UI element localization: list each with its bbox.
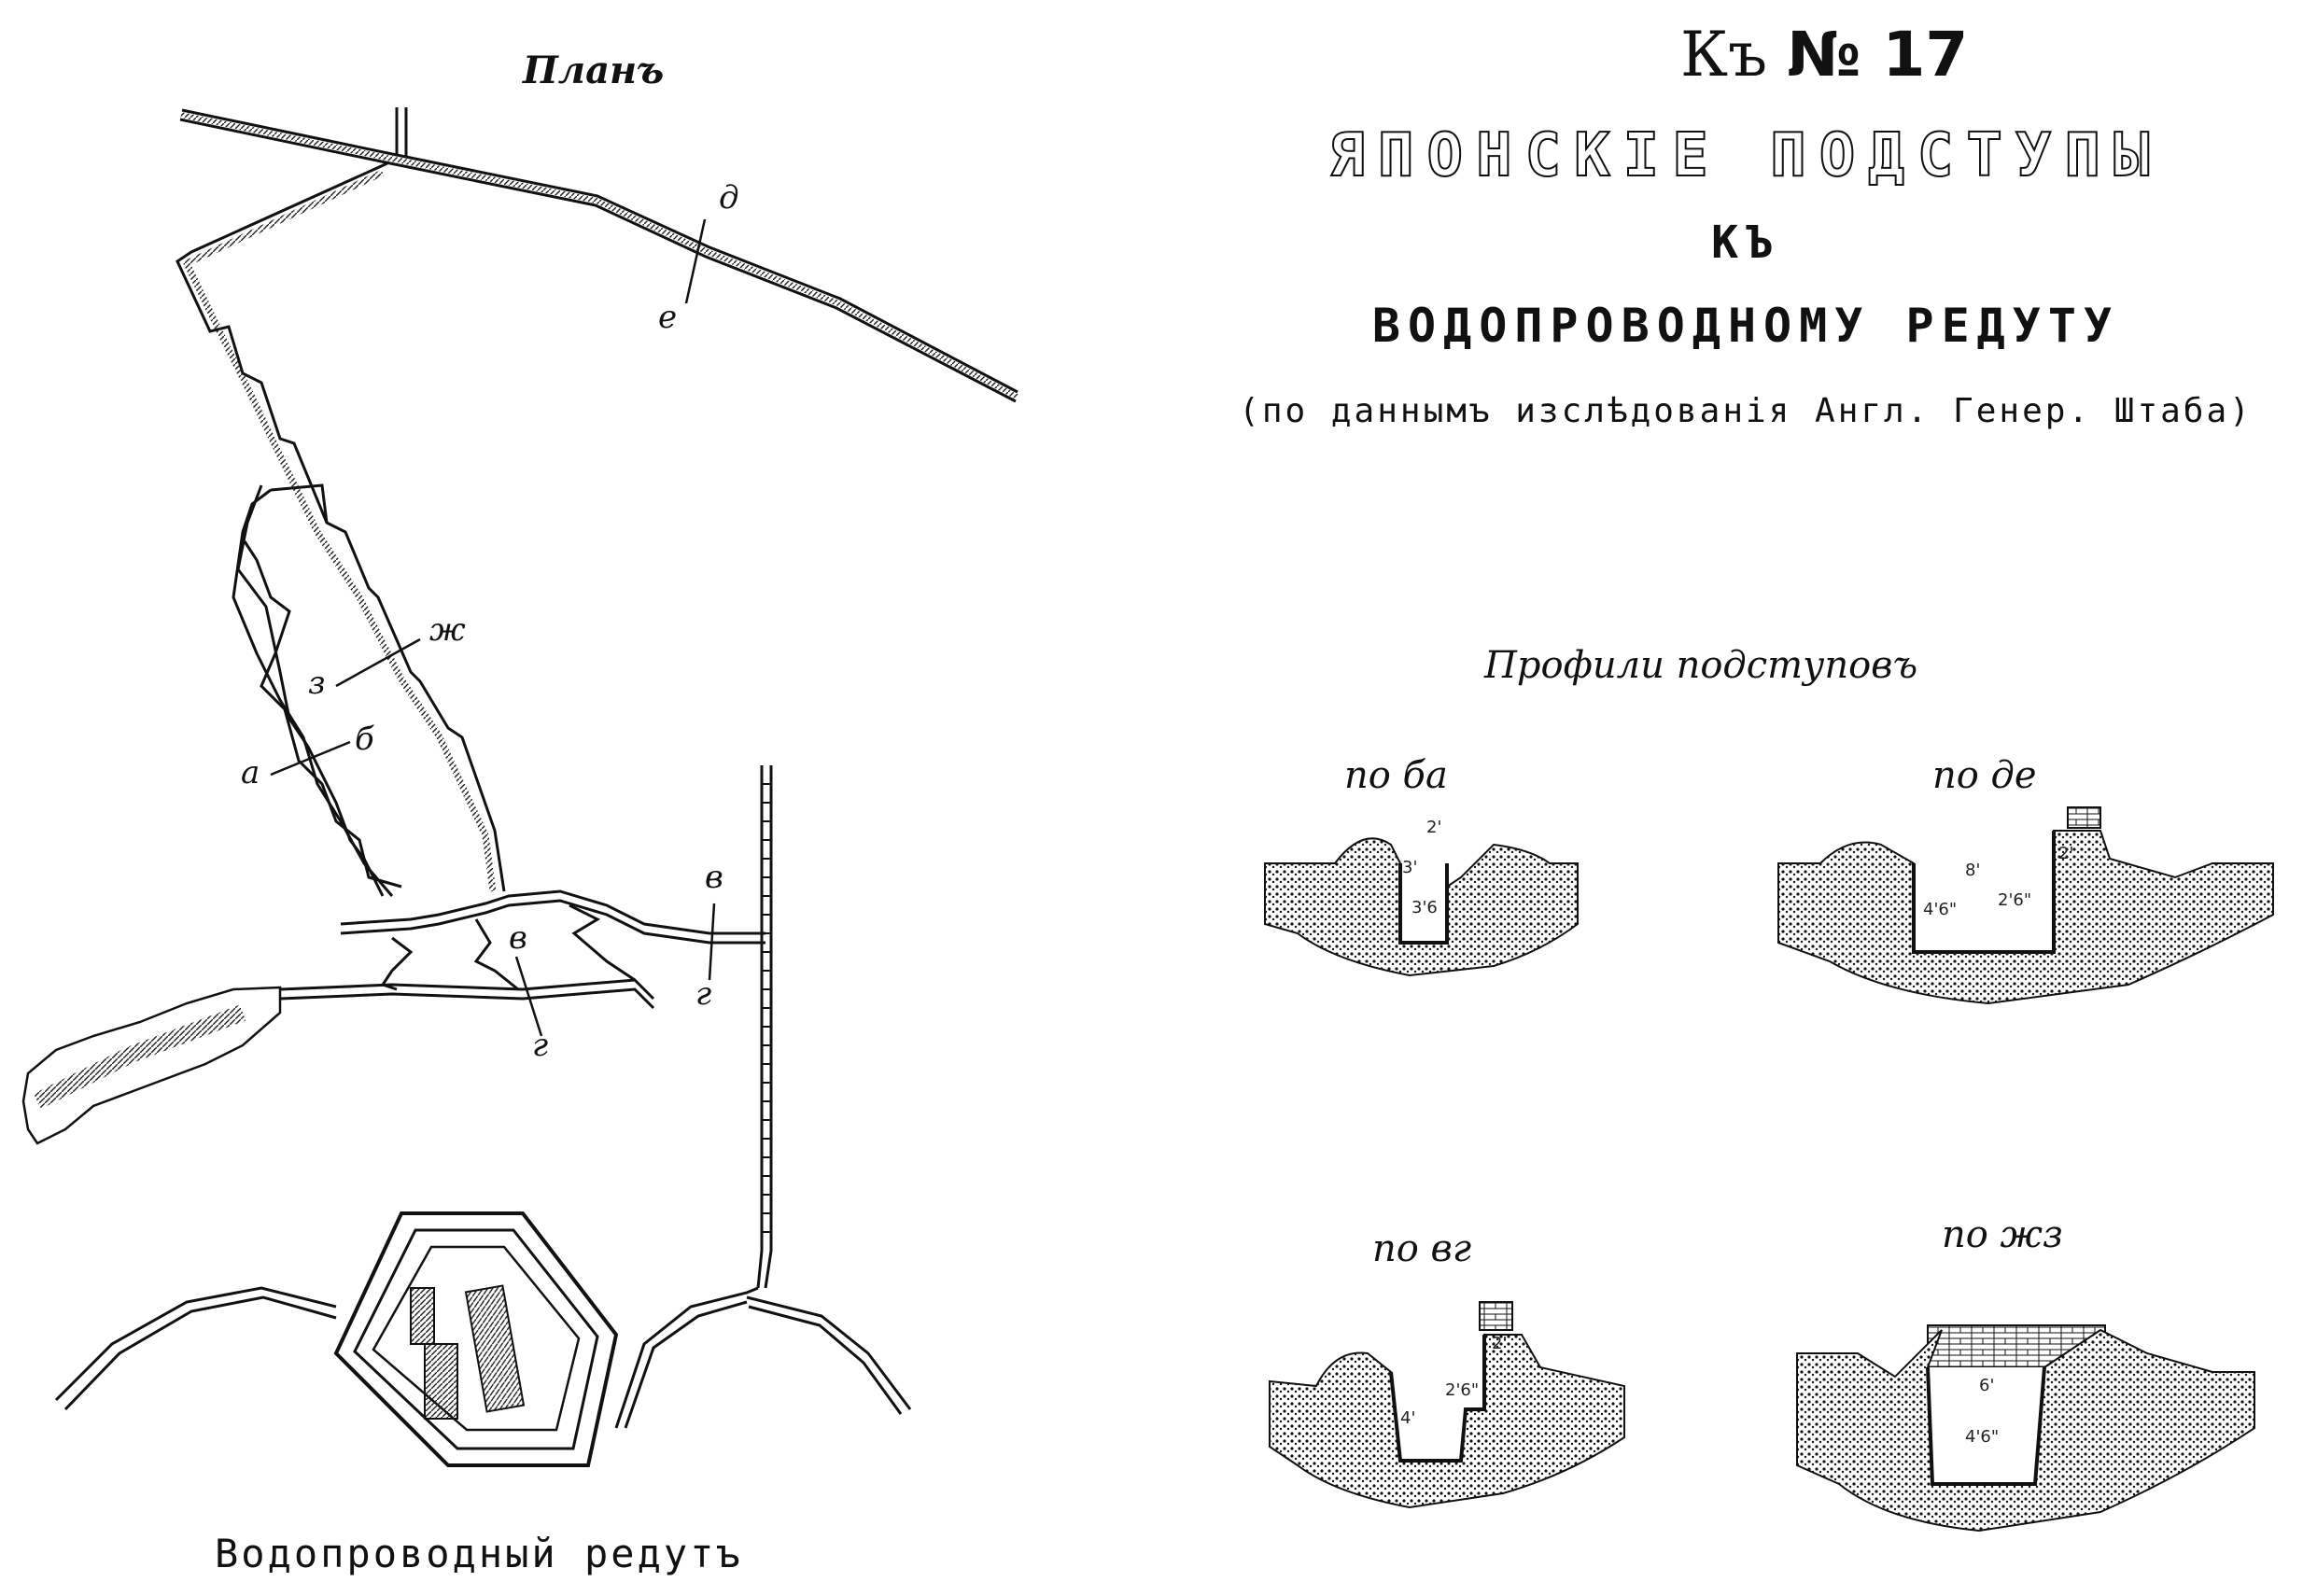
profile-de-dim-1: 2' (2058, 844, 2074, 863)
section-letter-a: а (241, 754, 260, 791)
profile-vg (1260, 1297, 1634, 1521)
profile-de (1774, 803, 2278, 1017)
profile-zhz-dim-0: 6' (1979, 1376, 1995, 1395)
approach-trench-main (177, 163, 504, 896)
profile-ba-dim-0: 2' (1426, 818, 1442, 837)
main-title-line3: ВОДОПРОВОДНОМУ РЕДУТУ (1371, 299, 2120, 353)
profile-de-dim-3: 2'6" (1998, 890, 2032, 910)
profile-de-dim-2: 4'6" (1923, 900, 1958, 919)
section-letter-v2: в (705, 859, 723, 896)
section-letter-b: б (355, 721, 374, 758)
section-letter-e: е (658, 299, 678, 336)
doc-ref-prefix: Къ (1680, 19, 1768, 91)
profile-de-dim-0: 8' (1965, 861, 1981, 880)
plan-title: Планъ (523, 49, 665, 92)
section-letter-g2: г (695, 975, 712, 1013)
profile-label-de: по де (1932, 754, 2037, 797)
top-road (180, 107, 1018, 401)
profile-ba-dim-2: 3'6 (1411, 898, 1438, 917)
rocky-ground (23, 987, 280, 1143)
railway (758, 765, 771, 1288)
profiles-title: Профили подступовъ (1484, 644, 1918, 687)
document-reference (1680, 19, 1968, 91)
section-letter-z: з (308, 665, 326, 702)
main-title-line1: ЯПОНСКІЕ ПОДСТУПЫ (1328, 121, 2163, 190)
profile-label-ba: по ба (1344, 754, 1448, 797)
profile-vg-dim-1: 4' (1400, 1408, 1416, 1428)
main-title-source: (по даннымъ изслѣдованія Англ. Генер. Штаба) (1239, 392, 2253, 430)
section-letter-g: г (532, 1027, 549, 1064)
profile-zhz (1792, 1288, 2259, 1549)
section-lines (271, 219, 714, 1036)
main-title-line2: КЪ (1711, 217, 1780, 269)
profile-ba-dim-1: 3' (1402, 858, 1418, 877)
profile-label-zhz: по жз (1942, 1213, 2063, 1256)
section-letter-d: д (719, 179, 739, 217)
approach-trench-zigzag (245, 541, 401, 887)
profile-vg-dim-0: 2' (1492, 1334, 1508, 1353)
profile-zhz-dim-1: 4'6" (1965, 1427, 2000, 1447)
doc-ref-number: № 17 (1787, 19, 1969, 91)
profile-vg-dim-2: 2'6" (1445, 1380, 1480, 1400)
water-redoubt (336, 1213, 616, 1465)
section-letter-zh: ж (429, 611, 466, 649)
profile-label-vg: по вг (1372, 1227, 1472, 1270)
profile-ba (1260, 803, 1596, 989)
section-letter-v: в (509, 919, 527, 957)
redoubt-caption: Водопроводный редутъ (215, 1531, 743, 1576)
